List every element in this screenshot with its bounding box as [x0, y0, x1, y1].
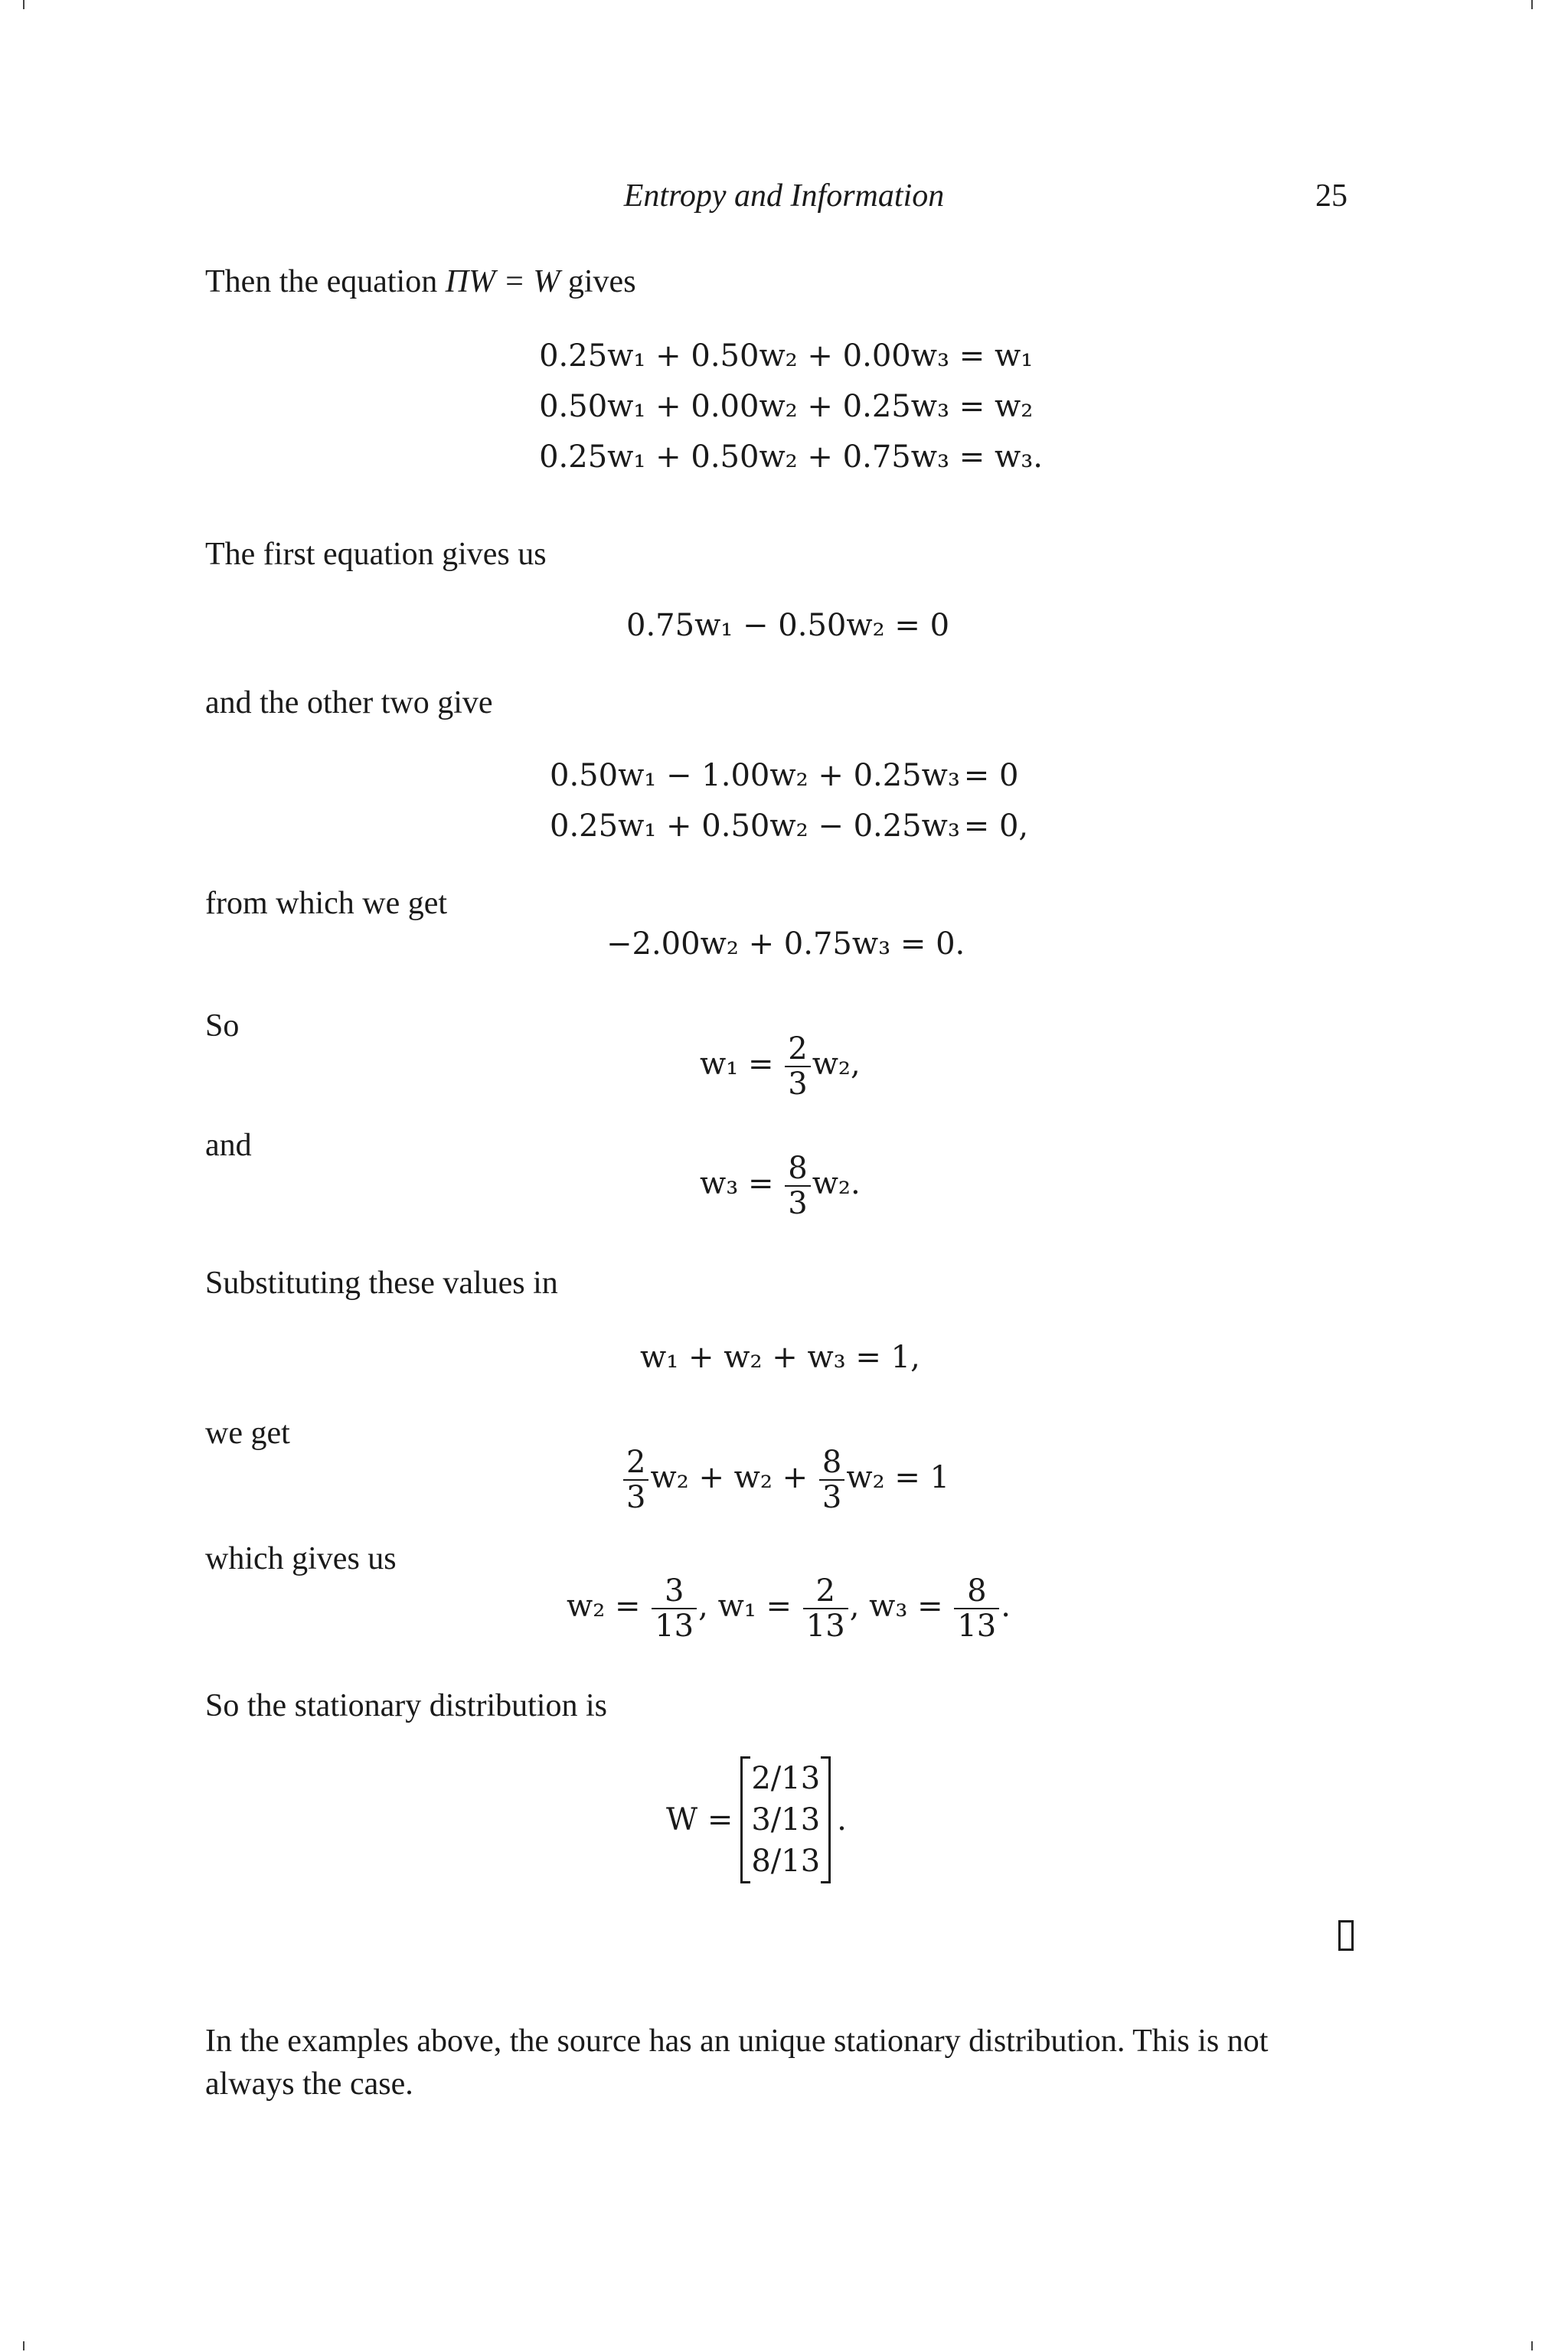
fraction-denominator: 3 [819, 1479, 844, 1513]
equation-part: , w₃ = [849, 1589, 943, 1624]
equation-part: . [1001, 1589, 1011, 1624]
paragraph-text: So the stationary distribution is [205, 1688, 607, 1723]
crop-mark [1531, 2341, 1533, 2350]
system-row [536, 439, 1043, 475]
equation-lhs: 0.25w₁ + 0.50w₂ + 0.00w₃ [539, 338, 949, 374]
fraction-numerator: 8 [788, 1151, 808, 1186]
equation-rhs: = w₃. [959, 439, 1043, 475]
equation-end: . [837, 1802, 847, 1838]
paragraph-text: and [205, 1128, 252, 1163]
equation-end: w₂ = 1 [846, 1460, 950, 1495]
paragraph-text: So [205, 1008, 240, 1044]
vector-entry: 2/13 [751, 1761, 821, 1796]
fraction-numerator: 2 [626, 1445, 646, 1480]
fraction-numerator: 8 [967, 1573, 987, 1609]
intro-prefix: Then the equation [205, 264, 446, 299]
equation-lhs: 0.25w₁ + 0.50w₂ + 0.75w₃ [539, 439, 949, 475]
fraction [623, 1447, 648, 1513]
equation-lhs: W = [666, 1802, 733, 1838]
equation-middle: w₂ + w₂ + [650, 1460, 808, 1495]
fraction-denominator: 13 [803, 1608, 848, 1642]
system-row [536, 338, 1033, 374]
fraction-denominator: 3 [785, 1066, 810, 1099]
fraction [803, 1573, 848, 1644]
equation-first: 0.75w₁ − 0.50w₂ = 0 [626, 608, 950, 643]
fraction [785, 1153, 810, 1219]
paragraph-text: from which we get [205, 886, 448, 921]
fraction-denominator: 13 [954, 1608, 999, 1642]
fraction [785, 1031, 810, 1102]
closing-line: In the examples above, the source has an unique stationary distribution. This is not [205, 2024, 1269, 2059]
equation-part: , w₁ = [698, 1589, 792, 1624]
paragraph-text: which gives us [205, 1541, 397, 1576]
crop-mark [23, 0, 24, 9]
fraction [954, 1573, 999, 1644]
fraction [652, 1573, 697, 1644]
intro-suffix: gives [560, 264, 636, 299]
intro-math: ΠW = W [445, 264, 560, 299]
equation-rhs: = 0, [963, 808, 1029, 844]
equation-rhs: = w₁ [959, 338, 1034, 374]
equation-row [550, 758, 1018, 793]
equation-lhs: w₁ = [700, 1047, 774, 1082]
equation-rhs: = w₂ [959, 389, 1034, 424]
crop-mark [1531, 0, 1533, 9]
end-of-proof-icon [1338, 1920, 1354, 1951]
equation-combined: −2.00w₂ + 0.75w₃ = 0. [606, 926, 965, 962]
fraction-numerator: 2 [815, 1573, 835, 1609]
equation-rhs: w₂. [812, 1166, 861, 1201]
equation-substituted [622, 1447, 949, 1513]
closing-line: always the case. [205, 2066, 413, 2102]
equation-lhs: w₃ = [700, 1166, 774, 1201]
fraction-denominator: 3 [785, 1185, 810, 1219]
equation-rhs: w₂, [812, 1047, 861, 1082]
fraction-numerator: 8 [822, 1445, 842, 1480]
vector-entry: 3/13 [751, 1802, 821, 1838]
equation-row [550, 808, 1028, 844]
equation-lhs: 0.25w₁ + 0.50w₂ − 0.25w₃ [550, 808, 960, 844]
equation-lhs: 0.50w₁ + 0.00w₂ + 0.25w₃ [539, 389, 949, 424]
fraction-denominator: 3 [623, 1479, 648, 1513]
equation-lhs: 0.50w₁ − 1.00w₂ + 0.25w₃ [550, 758, 960, 793]
running-title: Entropy and Information [623, 178, 945, 214]
page-number: 25 [1315, 178, 1348, 214]
fraction-numerator: 2 [788, 1031, 808, 1067]
paragraph-text: and the other two give [205, 685, 493, 720]
system-row [536, 389, 1033, 424]
equation-w3 [700, 1153, 861, 1219]
fraction-numerator: 3 [664, 1573, 684, 1609]
fraction-denominator: 13 [652, 1608, 697, 1642]
equation-solution [567, 1573, 1011, 1644]
column-vector [740, 1756, 831, 1883]
paragraph-text: we get [205, 1416, 290, 1451]
equation-sum: w₁ + w₂ + w₃ = 1, [640, 1340, 920, 1375]
equation-w1 [700, 1031, 861, 1102]
equation-matrix [666, 1756, 847, 1883]
equation-rhs: = 0 [963, 758, 1019, 793]
paragraph-text: The first equation gives us [205, 537, 547, 572]
crop-mark [23, 2341, 24, 2350]
equation-part: w₂ = [567, 1589, 641, 1624]
paragraph-text: Substituting these values in [205, 1266, 558, 1301]
fraction [819, 1447, 844, 1513]
vector-entry: 8/13 [751, 1844, 821, 1879]
intro-text [205, 260, 636, 303]
